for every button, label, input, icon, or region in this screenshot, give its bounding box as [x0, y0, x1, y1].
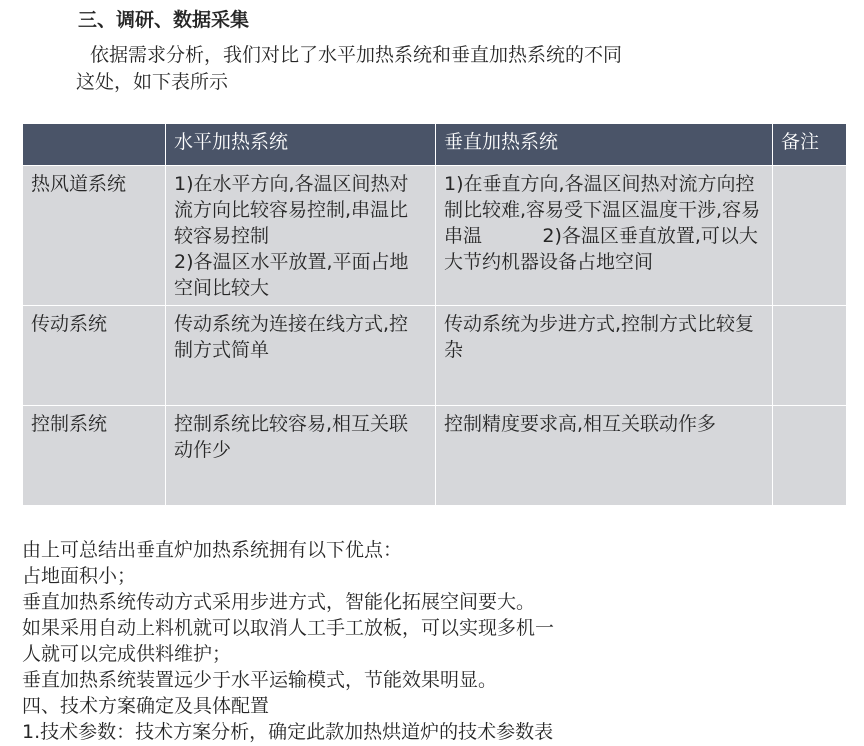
note-cell — [773, 406, 847, 506]
summary-line: 1.技术参数：技术方案分析，确定此款加热烘道炉的技术参数表 — [22, 721, 554, 743]
summary-text — [22, 537, 852, 745]
row-name-cell: 传动系统 — [23, 306, 166, 406]
horizontal-cell: 传动系统为连接在线方式,控制方式简单 — [166, 306, 436, 406]
summary-line: 人就可以完成供料维护； — [22, 643, 232, 665]
intro-paragraph — [76, 42, 716, 96]
intro-line-1: 依据需求分析，我们对比了水平加热系统和垂直加热系统的不同 — [90, 44, 623, 66]
header-cell-blank — [23, 124, 166, 166]
intro-line-2: 这处，如下表所示 — [76, 71, 229, 93]
horizontal-cell: 控制系统比较容易,相互关联动作少 — [166, 406, 436, 506]
summary-line: 由上可总结出垂直炉加热系统拥有以下优点： — [22, 539, 403, 561]
vertical-cell: 控制精度要求高,相互关联动作多 — [436, 406, 773, 506]
comparison-table — [22, 123, 847, 506]
horizontal-cell — [166, 166, 436, 306]
note-cell — [773, 306, 847, 406]
vertical-text: 1)在垂直方向,各温区间热对流方向控制比较难,容易受下温区温度干涉,容易串温 2)各温区垂直放置,可以大大节约机器设备占地空间 — [444, 173, 761, 273]
row-name-cell: 控制系统 — [23, 406, 166, 506]
row-name-cell: 热风道系统 — [23, 166, 166, 306]
header-cell-note: 备注 — [773, 124, 847, 166]
summary-line: 垂直加热系统传动方式采用步进方式，智能化拓展空间要大。 — [22, 591, 536, 613]
header-cell-vertical: 垂直加热系统 — [436, 124, 773, 166]
vertical-cell: 传动系统为步进方式,控制方式比较复杂 — [436, 306, 773, 406]
header-cell-horizontal: 水平加热系统 — [166, 124, 436, 166]
summary-line: 占地面积小； — [22, 565, 137, 587]
table-row — [23, 406, 847, 506]
section-heading: 三、调研、数据采集 — [78, 9, 250, 31]
summary-line: 四、技术方案确定及具体配置 — [22, 695, 270, 717]
table-row — [23, 306, 847, 406]
horizontal-text: 1)在水平方向,各温区间热对流方向比较容易控制,串温比较容易控制 2)各温区水平放置,平面占地空间比较大 — [174, 173, 409, 299]
note-cell — [773, 166, 847, 306]
summary-line: 垂直加热系统装置远少于水平运输模式，节能效果明显。 — [22, 669, 498, 691]
vertical-cell — [436, 166, 773, 306]
table-row — [23, 166, 847, 306]
table-header-row — [23, 124, 847, 166]
summary-line: 如果采用自动上料机就可以取消人工手工放板，可以实现多机一 — [22, 617, 555, 639]
